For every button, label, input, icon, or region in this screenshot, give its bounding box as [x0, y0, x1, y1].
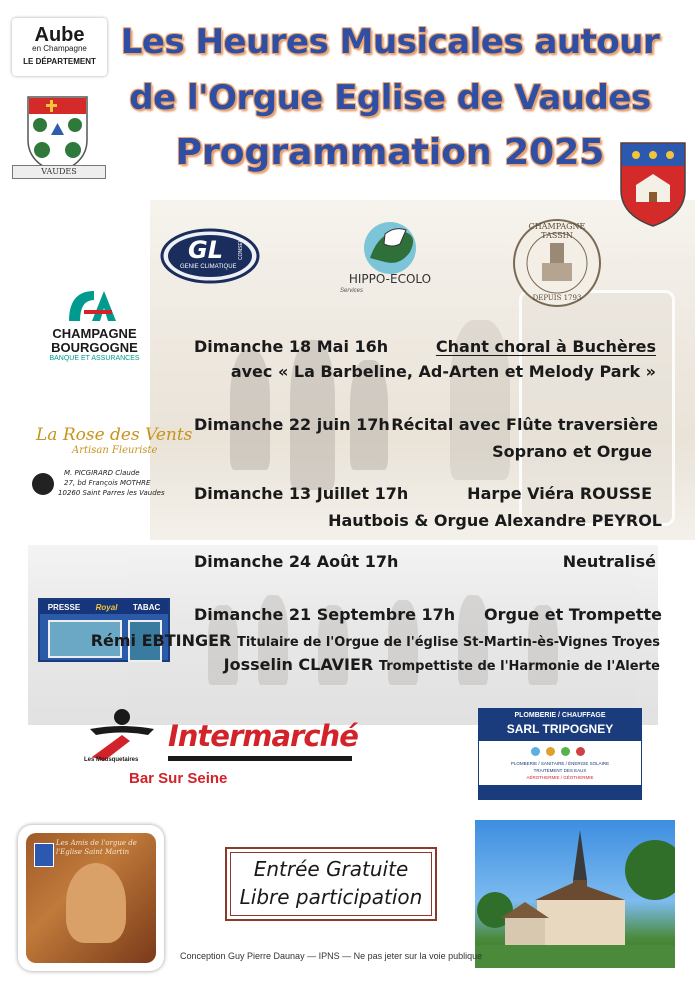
vaudes-crest: [20, 95, 95, 180]
ca-line1: CHAMPAGNE: [52, 326, 137, 341]
title-line-2: de l'Orgue Eglise de Vaudes: [129, 78, 651, 118]
rose-addr2: 27, bd François MOTHRE: [64, 479, 151, 487]
ca-line3: BANQUE ET ASSURANCES: [49, 355, 140, 362]
champagne-tassin-logo: [512, 218, 602, 308]
event5-date: Dimanche 21 Septembre 17h: [194, 605, 456, 624]
event1-what-text: Chant choral à Buchères: [435, 337, 656, 356]
event3-detail: Hautbois & Orgue Alexandre PEYROL: [328, 511, 662, 530]
rose-des-vents-logo: [32, 425, 193, 505]
tripogney-line3: AÉROTHERMIE / GÉOTHERMIE: [526, 775, 594, 780]
entree-box: [225, 847, 437, 921]
amis-orgue-caption: Les Amis de l'orgue de l'Eglise Saint Martin: [56, 839, 137, 856]
shop-sign-royal: Royal: [95, 602, 118, 612]
event1-what: [436, 337, 656, 356]
event5-performer1: [91, 631, 660, 650]
tripogney-name: SARL TRIPOGNEY: [506, 722, 614, 736]
shop-sign-presse: PRESSE: [47, 602, 81, 612]
event5-p1-name: Rémi EBTINGER: [90, 631, 232, 650]
tripogney-logo: [478, 708, 642, 800]
vaudes-crest-label: VAUDES: [12, 165, 106, 179]
event2-date: Dimanche 22 juin 17h: [194, 415, 390, 434]
aube-department-logo: Aube en Champagne LE DÉPARTEMENT: [12, 18, 107, 76]
event3-date: Dimanche 13 Juillet 17h: [194, 484, 409, 503]
tripogney-icons: [531, 747, 585, 756]
gl-logo-side: CONSEIL: [237, 238, 244, 260]
event5-performer2: [224, 655, 660, 674]
intermarche-logo: [82, 705, 362, 790]
event2-detail: Soprano et Orgue: [492, 442, 652, 461]
tripogney-line1: PLOMBERIE / SANITAIRE / ÉNERGIE SOLAIRE: [510, 761, 610, 766]
hippo-logo-text: HIPPO-ECOLO: [348, 272, 432, 286]
event4-date: Dimanche 24 Août 17h: [194, 552, 399, 571]
entree-line1: Entrée Gratuite: [253, 857, 409, 881]
event5-p1-role: Titulaire de l'Orgue de l'église St-Martin-ès-Vignes Troyes: [236, 635, 660, 650]
hippo-ecolo-logo: [340, 218, 440, 298]
gl-logo-text: GL: [188, 236, 223, 264]
event1-detail: avec « La Barbeline, Ad-Arten et Melody Park »: [230, 362, 656, 381]
rose-addr3: 10260 Saint Parres les Vaudes: [58, 489, 165, 497]
tripogney-line2: TRAITEMENT DES EAUX: [533, 768, 587, 773]
tripogney-head: PLOMBERIE / CHAUFFAGE: [514, 712, 606, 719]
rose-line1: La Rose des Vents: [36, 425, 193, 445]
compass-icon: [32, 473, 54, 495]
tassin-bottom-text: DEPUIS 1793: [532, 294, 582, 302]
church-photo: [475, 820, 675, 968]
tassin-top-text: CHAMPAGNE TASSIN: [528, 222, 586, 240]
credit-agricole-logo: [42, 286, 147, 366]
event2-what: Récital avec Flûte traversière: [391, 415, 658, 434]
amis-orgue-photo: [18, 825, 164, 971]
event4-what: Neutralisé: [562, 552, 656, 571]
hippo-logo-sub: Services: [340, 288, 364, 294]
intermarche-brand: Intermarché: [168, 719, 358, 753]
shop-sign-tabac: TABAC: [132, 602, 161, 612]
footer-credit: Conception Guy Pierre Daunay — IPNS — Ne pas jeter sur la voie publique: [180, 951, 483, 961]
rose-line2: Artisan Fleuriste: [72, 445, 158, 456]
presse-tabac-photo: [38, 598, 170, 662]
intermarche-town: Bar Sur Seine: [129, 770, 228, 787]
intermarche-sub: Les Mousquetaires: [84, 757, 139, 763]
intermarche-underline: [168, 756, 352, 761]
genie-climatique-logo: [160, 228, 260, 284]
rose-addr1: M. PICGIRARD Claude: [64, 469, 140, 477]
entree-line2: Libre participation: [239, 885, 423, 909]
event1-date: Dimanche 18 Mai 16h: [194, 337, 389, 356]
event3-what: Harpe Viéra ROUSSE: [467, 484, 652, 503]
title-line-3: Programmation 2025: [175, 132, 605, 173]
event5-what: Orgue et Trompette: [484, 605, 662, 624]
event5-p2-name: Josselin CLAVIER: [223, 655, 374, 674]
gl-logo-sub: GENIE CLIMATIQUE: [180, 264, 237, 270]
event5-p2-role: Trompettiste de l'Harmonie de l'Alerte: [378, 659, 660, 674]
title-line-1: Les Heures Musicales autour: [120, 22, 660, 62]
ca-line2: BOURGOGNE: [51, 340, 138, 355]
